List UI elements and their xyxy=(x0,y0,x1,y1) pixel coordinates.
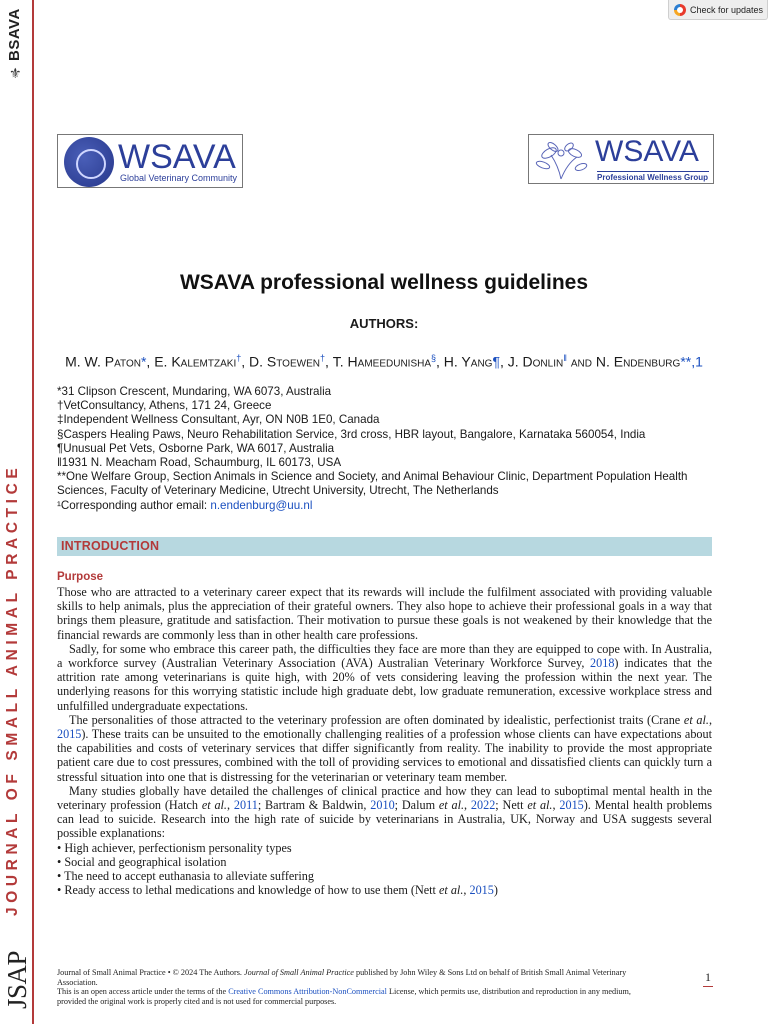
citation-link[interactable]: 2010 xyxy=(370,798,395,813)
author-mark[interactable]: § xyxy=(431,353,437,363)
author-mark[interactable]: † xyxy=(236,353,242,363)
jsap-logo-text: JSAP xyxy=(2,950,32,1010)
author-name: E. Kalemtzaki xyxy=(154,353,237,370)
affiliation: ‖1931 N. Meacham Road, Schaumburg, IL 60173, USA xyxy=(57,456,342,470)
citation-link[interactable]: 2015 xyxy=(559,798,584,813)
citation-link[interactable]: 2022 xyxy=(470,798,496,813)
affiliation: ‡Independent Wellness Consultant, Ayr, ON N0B 1E0, Canada xyxy=(57,413,380,427)
author-name: D. Stoewen xyxy=(249,353,320,370)
author-mark[interactable]: * xyxy=(140,353,147,370)
affiliation: †VetConsultancy, Athens, 171 24, Greece xyxy=(57,399,272,413)
paragraph: Those who are attracted to a veterinary career expect that its rewards will include the fulfilment associated with providing valuable skills to help animals, plus the appreciation of their grateful owners. They also hope to achieve their professional goals in a way that brings them pleasure, gratitude and satisfaction. Their motivation to pursue these goals is not weakened by their knowledge that the financial rewards are commonly less than in other health care professions. xyxy=(57,585,712,642)
wsava-wordmark: WSAVA xyxy=(118,138,236,176)
page-number: 1 xyxy=(703,970,713,987)
bsava-crest-icon: ⚜ xyxy=(9,67,22,82)
citation-link[interactable]: 2018 xyxy=(590,656,615,671)
flower-icon xyxy=(533,139,589,181)
paragraph: Sadly, for some who embrace this career path, the difficulties they face are more than they are equipped to cope with. In Australia, a workforce survey (Australian Veterinary Association (AVA) Australian Veterinary Workforce Survey, 2018) indicates that the attrition rate among veterinarians is quite high, with 20% of vets considering leaving the profession within the next year. The underlying reasons for this worrying statistic include high graduate debt, low graduate remuneration, excessive workplace stress and unfulfilled undergraduate expectations. xyxy=(57,641,712,713)
wsava-tagline: Global Veterinary Community xyxy=(120,173,238,183)
author-name: T. Hameedunisha xyxy=(332,353,431,370)
author-name: N. Endenburg xyxy=(595,353,681,370)
affiliations xyxy=(57,385,717,513)
article-title: WSAVA professional wellness guidelines xyxy=(179,271,589,294)
crossmark-icon xyxy=(674,4,686,16)
citation-link[interactable]: 2015 xyxy=(469,883,494,898)
bsava-logo-text: BSAVA xyxy=(6,8,23,62)
author-name: H. Yang xyxy=(443,353,493,370)
corresponding-author xyxy=(57,499,717,513)
paragraph: Many studies globally have detailed the challenges of clinical practice and how they can lead to suboptimal mental health in the veterinary profession (Hatch et al., 2011; Bartram & Baldwin, 2010; Dalum et al., 2022; Nett et al., 2015). Mental health problems can lead to suicide. Research into the high rate of suicide by veterinarians in Australia, UK, Norway and USA suggests several possible explanations: xyxy=(57,783,713,841)
page-footer xyxy=(57,968,657,1006)
article-body xyxy=(57,585,712,897)
section-heading: INTRODUCTION xyxy=(61,539,160,553)
affiliation: ¶Unusual Pet Vets, Osborne Park, WA 6017, Australia xyxy=(57,441,335,455)
check-for-updates-label: Check for updates xyxy=(690,4,764,15)
authors-heading: AUTHORS: xyxy=(349,316,419,331)
wsava-wellness-logo xyxy=(528,134,714,184)
wsava-global-logo xyxy=(57,134,243,188)
author-mark[interactable]: **,1 xyxy=(680,353,703,370)
list-item: • High achiever, perfectionism personality types xyxy=(57,841,712,855)
list-item: • Ready access to lethal medications and knowledge of how to use them (Nett et al., 2015) xyxy=(57,883,712,897)
wsava-wordmark: WSAVA xyxy=(595,135,699,168)
corresponding-email-link[interactable]: n.endenburg@uu.nl xyxy=(210,498,313,512)
list-item: • Social and geographical isolation xyxy=(57,855,712,869)
left-margin-rule xyxy=(32,0,34,1024)
paragraph: The personalities of those attracted to the veterinary profession are often dominated by idealistic, perfectionist traits (Crane et al., 2015). These traits can be unsuited to the emotionally challenging realities of a profession whose clients can have expectations about the capabilities and costs of veterinary services that differ significantly from reality. The inability to provide the most appropriate patient care due to cost pressures, combined with the toll of providing services to emotional and dissatisfied clients can quickly turn a stressful situation into one that is distressing for the veterinarian or veterinary team member. xyxy=(57,712,712,784)
author-mark[interactable]: ‖ xyxy=(563,353,567,363)
author-mark[interactable]: † xyxy=(319,353,325,363)
affiliation: **One Welfare Group, Section Animals in Science and Society, and Animal Behaviour Clinic, Department Population Health Sciences, Faculty of Veterinary Medicine, Utrecht University, Utrecht, The Netherlands xyxy=(57,470,688,498)
list-item: • The need to accept euthanasia to alleviate suffering xyxy=(57,869,712,883)
journal-name-vertical: JOURNAL OF SMALL ANIMAL PRACTICE xyxy=(4,463,21,917)
wsava-group-name: Professional Wellness Group xyxy=(597,173,708,182)
author-name: J. Donlin xyxy=(507,353,564,370)
author-mark[interactable]: ¶ xyxy=(492,353,500,370)
footer-license: This is an open access article under the terms of the Creative Commons Attribution-NonCommercial License, which permits use, distribution and reproduction in any medium, provided the original work is properly cited and is not used for commercial purposes. xyxy=(57,987,631,1006)
section-heading-bar xyxy=(57,537,712,556)
subheading: Purpose xyxy=(57,571,104,583)
check-for-updates-button[interactable] xyxy=(668,0,768,20)
citation-link[interactable]: 2011 xyxy=(233,798,258,813)
citation-link[interactable]: 2015 xyxy=(57,727,82,742)
wsava-globe-icon xyxy=(64,137,114,187)
author-list: M. W. Paton*, E. Kalemtzaki†, D. Stoewen†, T. Hameedunisha§, H. Yang¶, J. Donlin‖ and N. Endenburg**,1 xyxy=(65,353,703,370)
affiliation: *31 Clipson Crescent, Mundaring, WA 6073, Australia xyxy=(57,385,332,398)
corresponding-label: ¹Corresponding author email: xyxy=(57,498,211,512)
author-name: M. W. Paton xyxy=(65,353,141,370)
footer-copyright: Journal of Small Animal Practice • © 2024 The Authors. Journal of Small Animal Practice published by John Wiley & Sons Ltd on behalf of British Small Animal Veterinary Association. xyxy=(57,968,627,987)
bullet-list xyxy=(57,841,712,898)
license-link[interactable]: Creative Commons Attribution-NonCommercial xyxy=(228,987,387,997)
affiliation: §Caspers Healing Paws, Neuro Rehabilitation Service, 3rd cross, HBR layout, Bangalore, Karnataka 560054, India xyxy=(57,427,646,441)
